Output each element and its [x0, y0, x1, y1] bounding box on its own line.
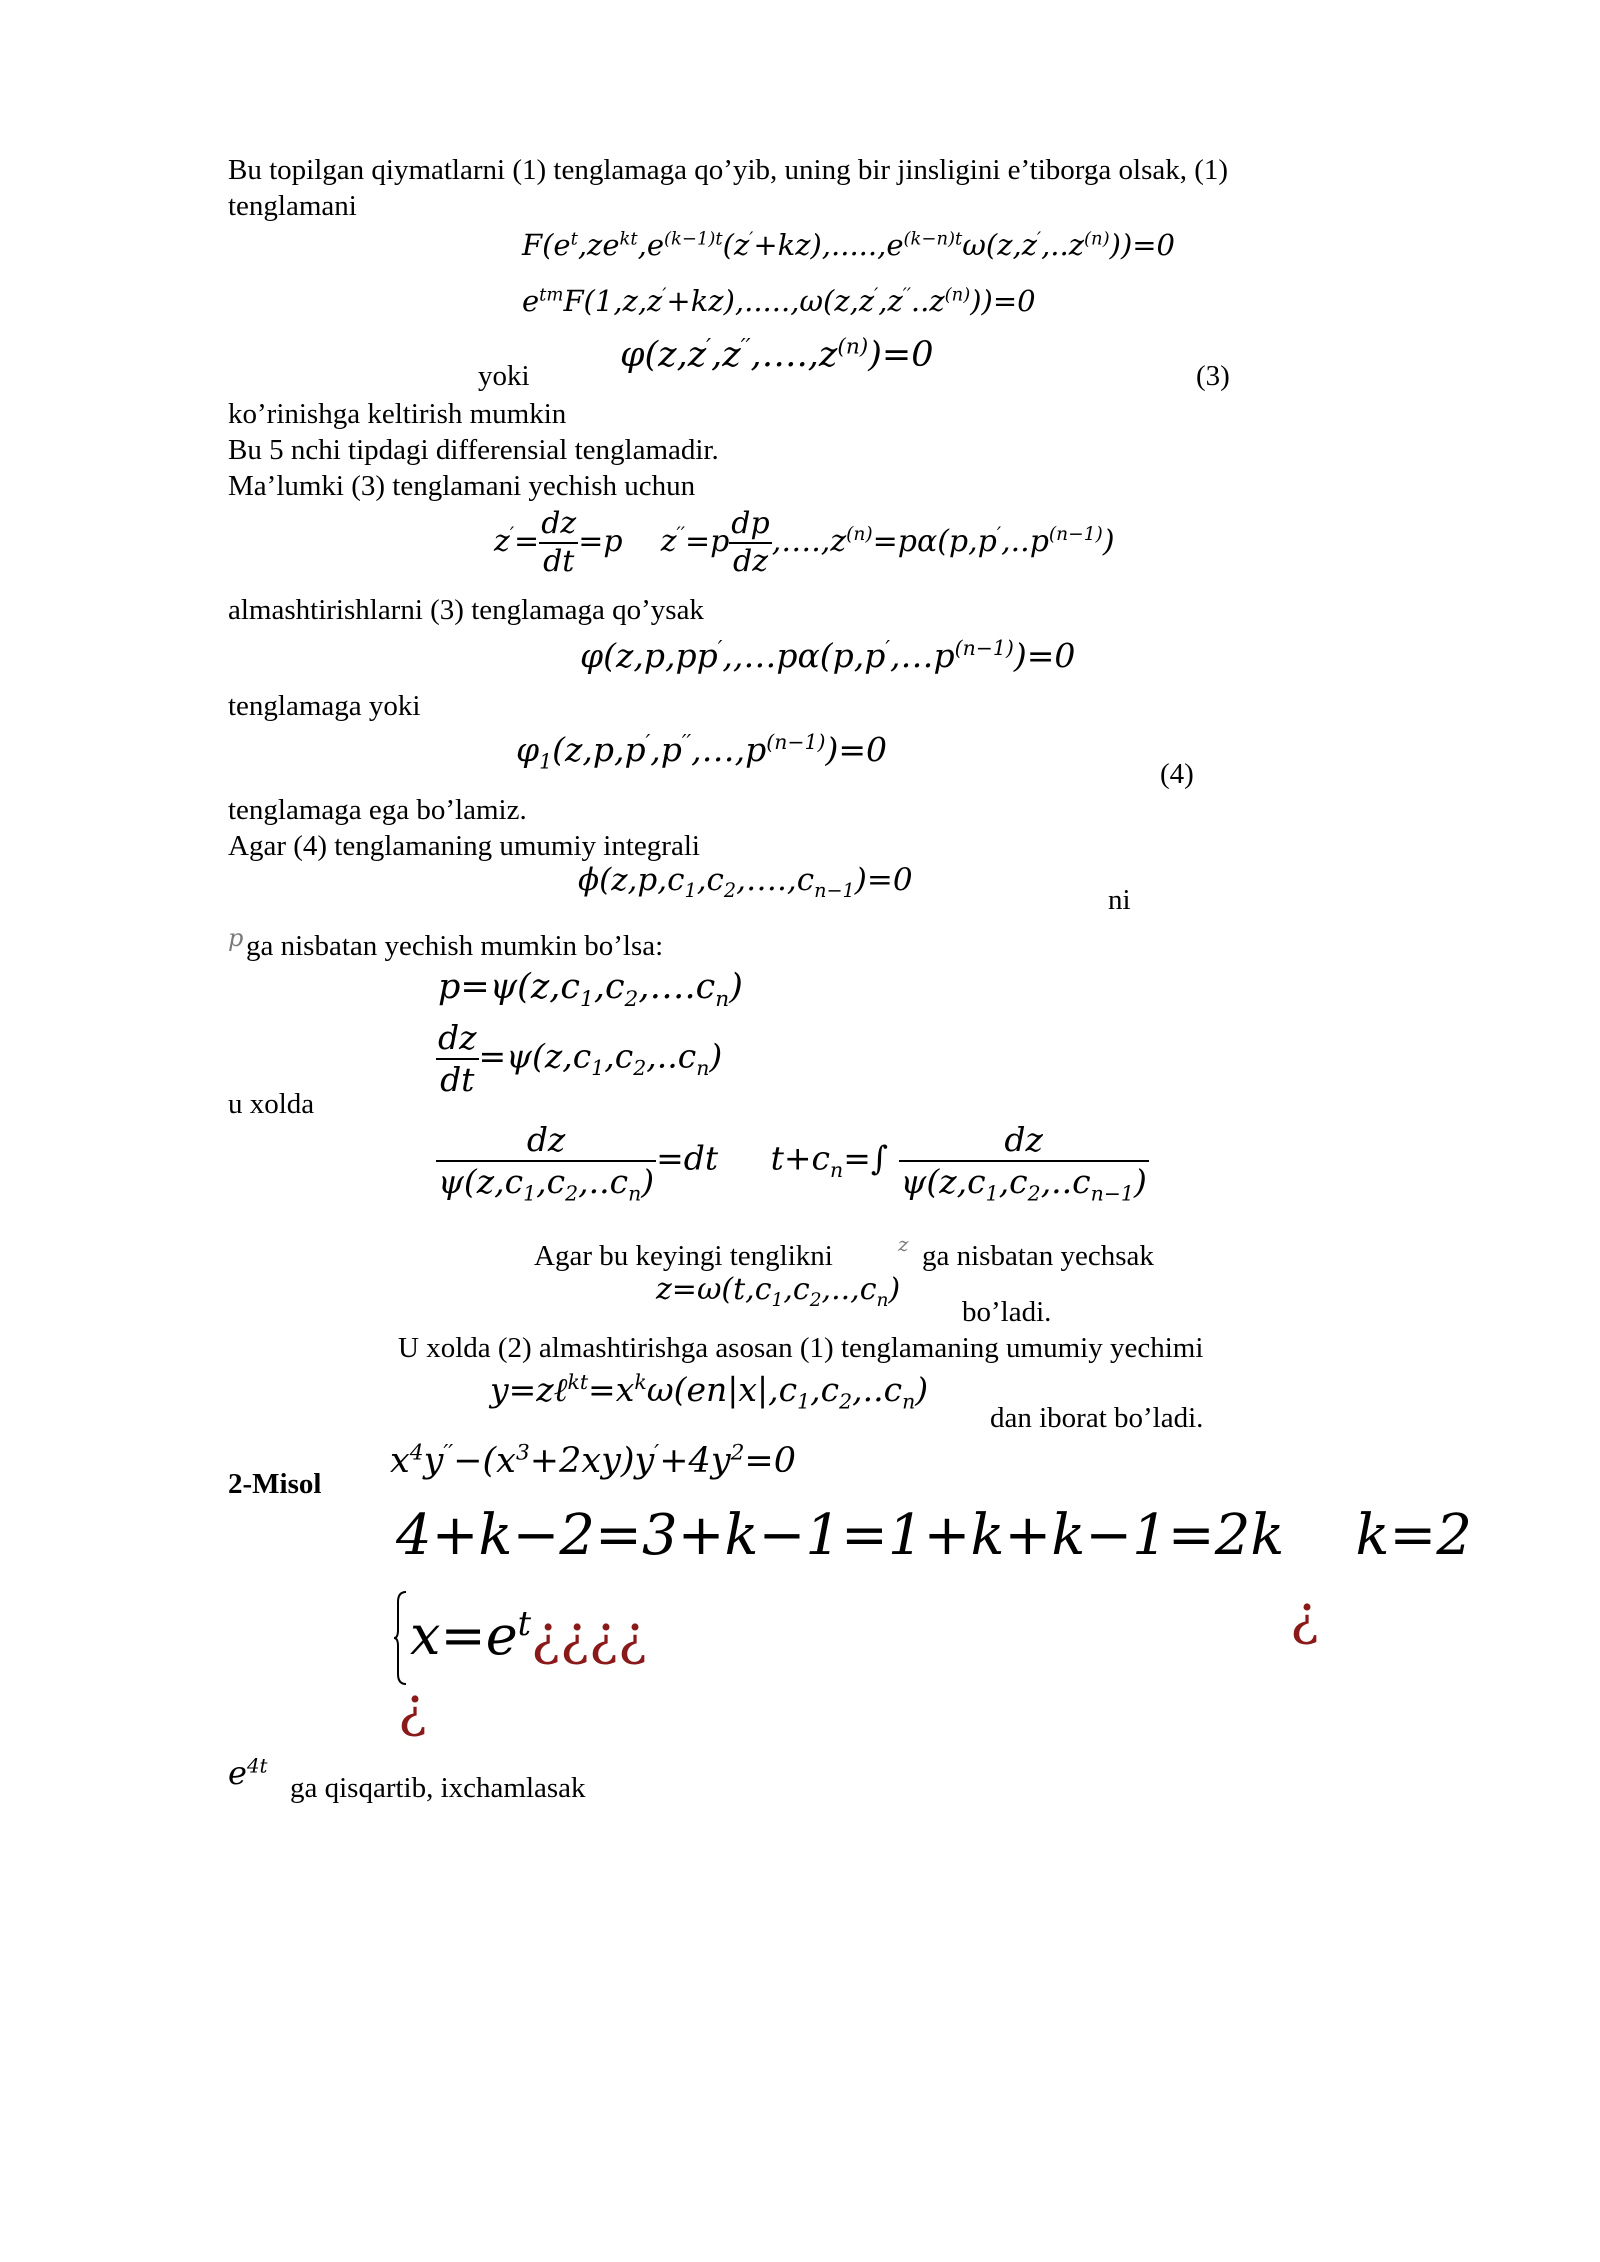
paragraph-intro-cont: tenglamani: [228, 190, 357, 222]
paragraph-3: Bu 5 nchi tipdagi differensial tenglamadir.: [228, 434, 719, 466]
left-brace-icon: [392, 1590, 408, 1686]
formula-z-omega: $z=\omega(t,c_1,c_2,..,c_n)$: [656, 1272, 901, 1311]
broken-glyph-icon: ¿¿¿¿: [531, 1604, 647, 1667]
formula-p-psi: $p=\psi(z,c_1,c_2,\dots.c_n)$: [438, 967, 743, 1012]
p-glyph: p: [228, 924, 244, 952]
formula-F: $F(e^t,ze^{kt},e^{(k-1)t}(z'+kz),.....,e^{(k-n)t}\omega(z,z',..z^{(n)}))=0$: [522, 228, 1176, 262]
formula-separated: $\frac{dz}{\psi(z,c_1,c_2,..c_n)}$ =dt $t+c_n=\int$ $\frac{dz}{\psi(z,c_1,c_2,..c_{n-1})}$: [438, 1120, 1147, 1206]
broken-glyph-icon: ¿: [398, 1676, 427, 1739]
equation-number-3: (3): [1196, 360, 1230, 392]
paragraph-9: ga nisbatan yechish mumkin bo’lsa:: [246, 930, 664, 962]
text-u-xolda: u xolda: [228, 1088, 315, 1120]
formula-phi: $\varphi(z,z',z'',\dots.,z^{(n)})=0$: [620, 334, 934, 375]
text-yoki: yoki: [478, 360, 530, 392]
text-dan-iborat: dan iborat bo’ladi.: [990, 1402, 1204, 1434]
formula-dz-dt-psi: $\frac{dz}{dt}$ $=\psi(z,c_1,c_2,..c_n)$: [438, 1018, 723, 1099]
paragraph-4: Ma’lumki (3) tenglamani yechish uchun: [228, 470, 696, 502]
formula-phi-p: $\varphi(z,p,pp',,\dots p\alpha(p,p',\dots p^{(n-1)})=0$: [580, 636, 1076, 675]
text-boladi: bo’ladi.: [962, 1296, 1052, 1328]
paragraph-6: tenglamaga yoki: [228, 690, 421, 722]
formula-e-4t: $e^{4t}$: [228, 1754, 268, 1792]
formula-phi1: $\varphi_1(z,p,p',p'',\dots,p^{(n-1)})=0$: [516, 730, 888, 774]
paragraph-intro: Bu topilgan qiymatlarni (1) tenglamaga qo’yib, uning bir jinsligini e’tiborga olsak, (1): [228, 154, 1229, 186]
text-ni: ni: [1108, 884, 1131, 916]
text-agar-end: ga nisbatan yechsak: [922, 1240, 1154, 1272]
equation-number-4: (4): [1160, 758, 1194, 790]
formula-k-equation: 4+k−2=3+k−1=1+k+k−1=2k k=2: [396, 1503, 1472, 1568]
paragraph-8: Agar (4) tenglamaning umumiy integrali: [228, 830, 700, 862]
paragraph-last: ga qisqartib, ixchamlasak: [290, 1772, 586, 1804]
text-agar: Agar bu keyingi tenglikni: [534, 1240, 833, 1272]
formula-substitution: z′= $\frac{dz}{dt}$ =p z′′=p $\frac{dp}{dz}$ $,\dots.,z^{(n)}=p\alpha(p,p',..p^{(n-1)})$: [494, 506, 1115, 579]
broken-glyph-icon: ¿: [1290, 1584, 1319, 1647]
formula-integral: $\phi(z,p,c_1,c_2,\dots.,c_{n-1})=0$: [578, 862, 913, 903]
paragraph-7: tenglamaga ega bo’lamiz.: [228, 794, 527, 826]
formula-general-solution: $y=z\ell^{kt}=x^k\omega(en|x|,c_1,c_2,..c_n)$: [490, 1370, 929, 1414]
formula-x-et: $x=e^t¿¿¿¿$: [410, 1604, 647, 1667]
formula-example-equation: $x^4y''-(x^3+2xy)y'+4y^2=0$: [390, 1440, 797, 1481]
paragraph-2: ko’rinishga keltirish mumkin: [228, 398, 567, 430]
formula-e-tm: $e^{tm}F(1,z,z'+kz),.....,\omega(z,z',z''..z^{(n)}))=0$: [522, 284, 1036, 318]
heading-2-misol: 2-Misol: [228, 1468, 322, 1500]
z-glyph: z: [898, 1232, 909, 1256]
paragraph-5: almashtirishlarni (3) tenglamaga qo’ysak: [228, 594, 704, 626]
paragraph-u-xolda-2: U xolda (2) almashtirishga asosan (1) tenglamaning umumiy yechimi: [398, 1332, 1204, 1364]
